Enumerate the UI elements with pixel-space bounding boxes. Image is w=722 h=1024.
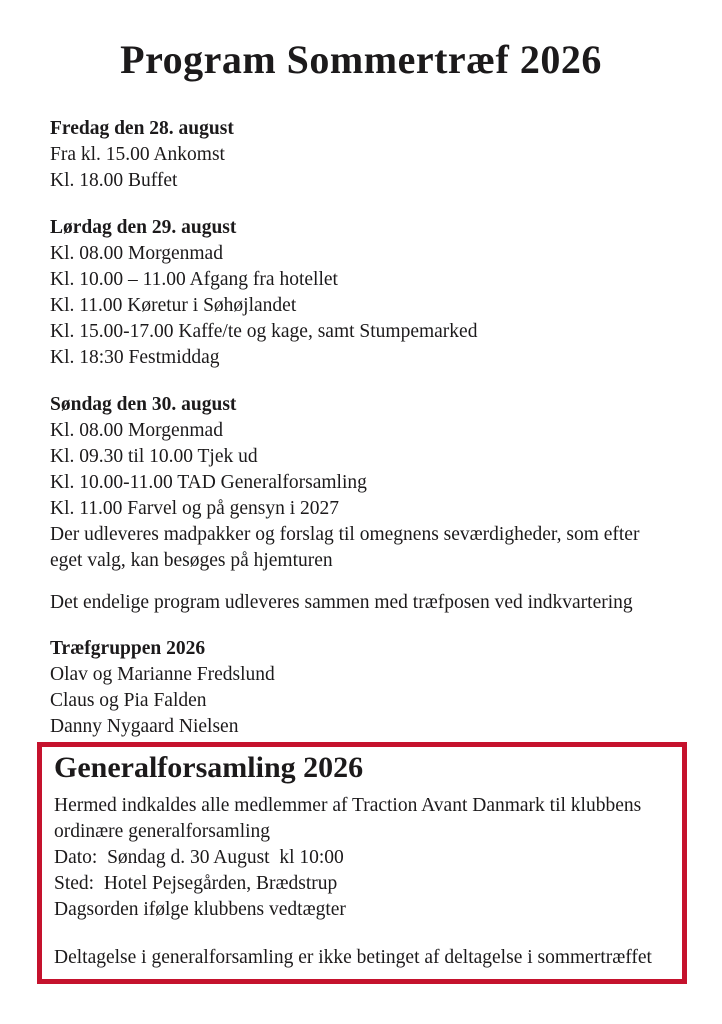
section-sunday: [50, 392, 687, 574]
notice-date-line: Dato: Søndag d. 30 August kl 10:00: [54, 847, 344, 868]
group-member: Claus og Pia Falden: [50, 690, 207, 711]
handout-note: [50, 590, 687, 616]
schedule-line: Kl. 10.00-11.00 TAD Generalforsamling: [50, 472, 367, 493]
schedule-line: Kl. 15.00-17.00 Kaffe/te og kage, samt Stumpemarked: [50, 321, 478, 342]
schedule-line: Kl. 08.00 Morgenmad: [50, 420, 223, 441]
notice-intro-line: Hermed indkaldes alle medlemmer af Traction Avant Danmark til klubbens: [54, 795, 642, 816]
schedule-line: Kl. 18:30 Festmiddag: [50, 347, 220, 368]
schedule-line: Kl. 09.30 til 10.00 Tjek ud: [50, 446, 258, 467]
notice-heading: Generalforsamling 2026: [54, 751, 364, 784]
schedule-line: Kl. 11.00 Køretur i Søhøjlandet: [50, 295, 297, 316]
notice-agenda-line: Dagsorden ifølge klubbens vedtægter: [54, 899, 346, 920]
schedule-line: eget valg, kan besøges på hjemturen: [50, 550, 333, 571]
group-heading: Træfgruppen 2026: [50, 638, 206, 659]
general-assembly-notice-box: [37, 742, 687, 984]
schedule-line: Fra kl. 15.00 Ankomst: [50, 144, 225, 165]
page-title: Program Sommertræf 2026: [120, 37, 602, 82]
group-member: Danny Nygaard Nielsen: [50, 716, 239, 737]
notice-footer-line: Deltagelse i generalforsamling er ikke betinget af deltagelse i sommertræffet: [54, 947, 652, 968]
section-saturday: [50, 215, 687, 371]
section-sunday-heading: Søndag den 30. august: [50, 394, 237, 415]
schedule-line: Der udleveres madpakker og forslag til omegnens seværdigheder, som efter: [50, 524, 640, 545]
notice-intro-line: ordinære generalforsamling: [54, 821, 271, 842]
section-friday: [50, 116, 687, 194]
notice-place-line: Sted: Hotel Pejsegården, Brædstrup: [54, 873, 338, 894]
schedule-line: Kl. 18.00 Buffet: [50, 170, 178, 191]
schedule-line: Kl. 10.00 – 11.00 Afgang fra hotellet: [50, 269, 338, 290]
handout-note-text: Det endelige program udleveres sammen med træfposen ved indkvartering: [50, 592, 633, 613]
blank-line: [54, 923, 668, 945]
schedule-line: Kl. 11.00 Farvel og på gensyn i 2027: [50, 498, 340, 519]
section-friday-heading: Fredag den 28. august: [50, 118, 234, 139]
schedule-line: Kl. 08.00 Morgenmad: [50, 243, 223, 264]
group-member: Olav og Marianne Fredslund: [50, 664, 275, 685]
section-group: [50, 636, 687, 740]
section-saturday-heading: Lørdag den 29. august: [50, 217, 237, 238]
document-body: [0, 116, 722, 984]
